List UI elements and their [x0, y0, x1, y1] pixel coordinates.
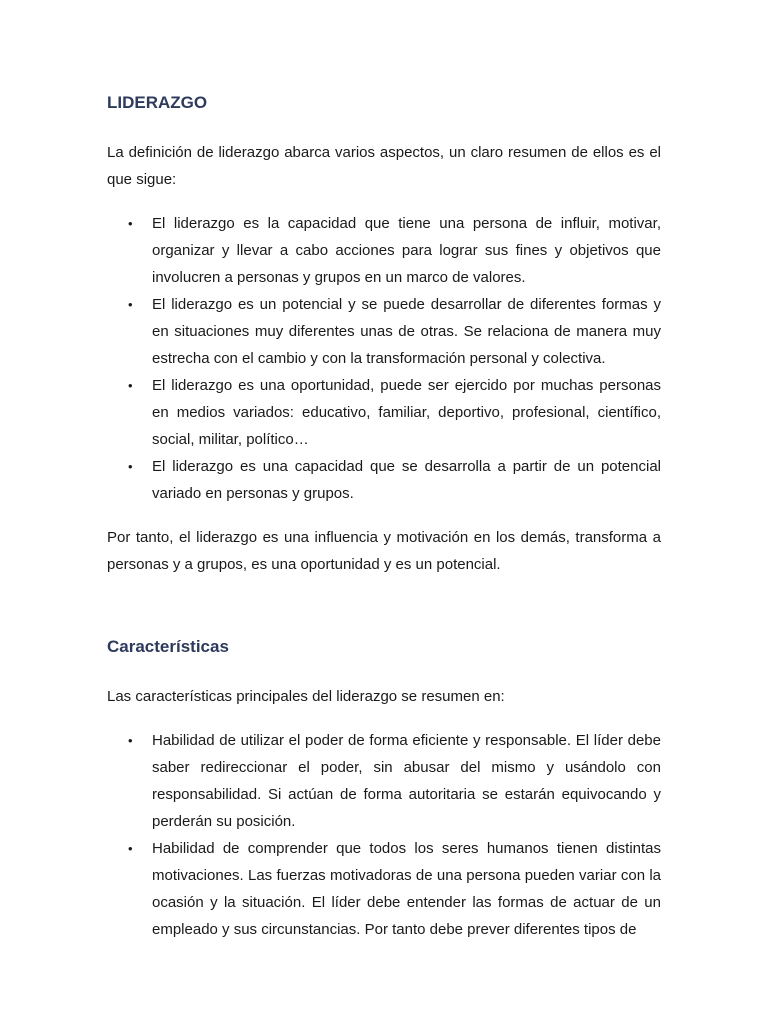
intro-paragraph: La definición de liderazgo abarca varios aspectos, un claro resumen de ellos es el que sigue:	[107, 144, 661, 188]
characteristics-intro-paragraph: Las características principales del liderazgo se resumen en:	[107, 688, 505, 705]
characteristics-list	[107, 727, 661, 943]
conclusion-paragraph: Por tanto, el liderazgo es una influencia y motivación en los demás, transforma a personas y a grupos, es una oportunidad y es un potencial.	[107, 529, 661, 573]
document-page	[107, 92, 661, 943]
list-item: • El liderazgo es la capacidad que tiene una persona de influir, motivar, organizar y llevar a cabo acciones para lograr sus fines y objetivos que involucren a personas y grupos en un marco de valores.	[152, 210, 661, 291]
list-item: • El liderazgo es una oportunidad, puede ser ejercido por muchas personas en medios variados: educativo, familiar, deportivo, profesional, científico, social, militar, político…	[152, 372, 661, 453]
section-heading-caracteristicas: Características	[107, 637, 229, 656]
definition-list	[107, 210, 661, 507]
list-item: • El liderazgo es un potencial y se puede desarrollar de diferentes formas y en situaciones muy diferentes unas de otras. Se relaciona de manera muy estrecha con el cambio y con la transformación personal y colectiva.	[152, 291, 661, 372]
list-item: • Habilidad de comprender que todos los seres humanos tienen distintas motivaciones. Las fuerzas motivadoras de una persona pueden variar con la ocasión y la situación. El líder debe entender las formas de actuar de un empleado y sus circunstancias. Por tanto debe prever diferentes tipos de	[152, 835, 661, 943]
section-heading-liderazgo: LIDERAZGO	[107, 93, 208, 112]
list-item: • Habilidad de utilizar el poder de forma eficiente y responsable. El líder debe saber redireccionar el poder, sin abusar del mismo y usándolo con responsabilidad. Si actúan de forma autoritaria se estarán equivocando y perderán su posición.	[152, 727, 661, 835]
list-item: • El liderazgo es una capacidad que se desarrolla a partir de un potencial variado en personas y grupos.	[152, 453, 661, 507]
